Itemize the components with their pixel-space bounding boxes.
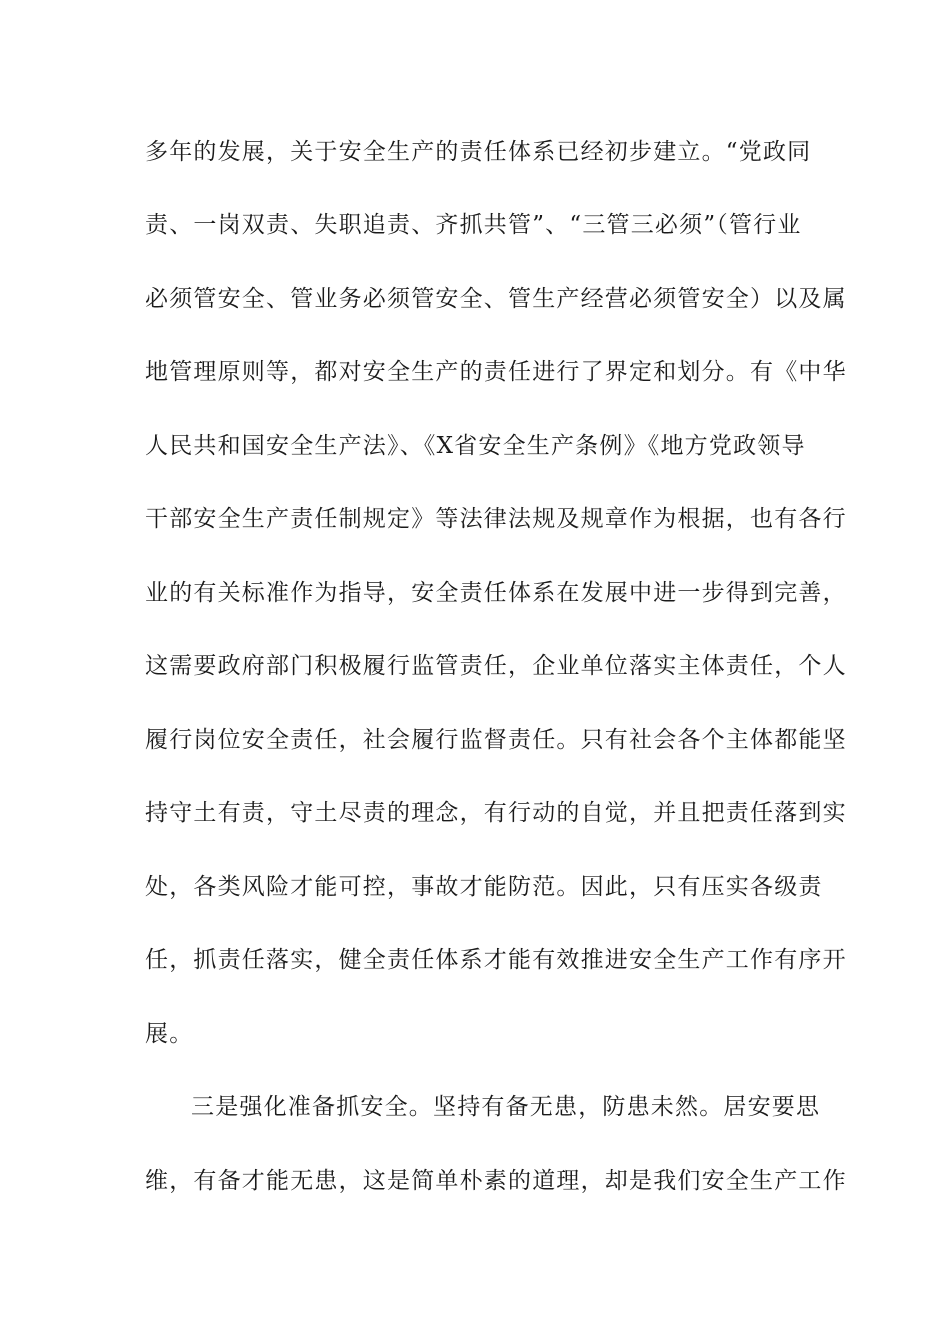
paragraph-line: 干部安全生产责任制规定》等法律法规及规章作为根据，也有各行 xyxy=(145,506,847,532)
paragraph-line: 任，抓责任落实，健全责任体系才能有效推进安全生产工作有序开 xyxy=(145,947,847,973)
paragraph-line: 业的有关标准作为指导，安全责任体系在发展中进一步得到完善， xyxy=(145,580,847,606)
paragraph-line: 持守土有责，守土尽责的理念，有行动的自觉，并且把责任落到实 xyxy=(145,800,847,826)
paragraph-line: 处，各类风险才能可控，事故才能防范。因此，只有压实各级责 xyxy=(145,874,823,900)
paragraph-line: 责、一岗双责、失职追责、齐抓共管”、“三管三必须”（管行业 xyxy=(145,212,802,238)
paragraph-line: 三是强化准备抓安全。坚持有备无患，防患未然。居安要思 xyxy=(191,1094,821,1120)
paragraph-line: 多年的发展，关于安全生产的责任体系已经初步建立。“党政同 xyxy=(145,139,812,165)
paragraph-line: 人民共和国安全生产法》、《X省安全生产条例》《地方党政领导 xyxy=(145,433,806,459)
paragraph-line: 展。 xyxy=(145,1021,194,1047)
paragraph-line: 履行岗位安全责任，社会履行监督责任。只有社会各个主体都能坚 xyxy=(145,727,847,753)
paragraph-line: 必须管安全、管业务必须管安全、管生产经营必须管安全）以及属 xyxy=(145,286,847,312)
paragraph-line: 地管理原则等，都对安全生产的责任进行了界定和划分。有《中华 xyxy=(145,359,847,385)
paragraph-line: 维，有备才能无患，这是简单朴素的道理，却是我们安全生产工作 xyxy=(145,1168,847,1194)
paragraph-line: 这需要政府部门积极履行监管责任，企业单位落实主体责任，个人 xyxy=(145,653,847,679)
